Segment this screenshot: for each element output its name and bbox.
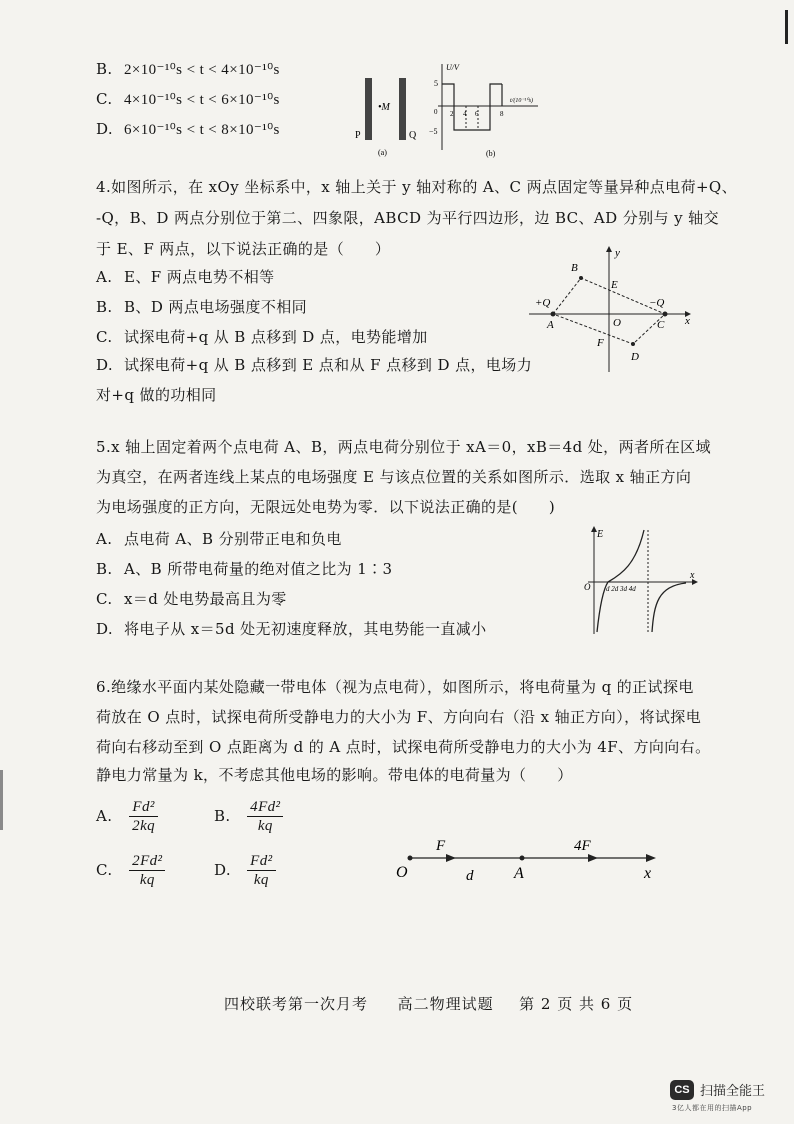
force-4f-arrow <box>588 854 598 862</box>
point-a <box>551 312 556 317</box>
y-label: y <box>615 247 620 259</box>
q4-stem-line-3: 于 E、F 两点，以下说法正确的是（ ） <box>96 240 391 258</box>
option-text: 4×10⁻¹⁰s < t < 6×10⁻¹⁰s <box>124 92 280 108</box>
figure-6-force-axis <box>390 832 680 888</box>
camscanner-tagline: 3亿人都在用的扫描App <box>672 1104 753 1112</box>
option-label: C. <box>96 90 113 108</box>
label-d: d <box>466 868 474 884</box>
label-4f: 4F <box>574 838 591 854</box>
fraction <box>129 798 158 835</box>
q5-stem-line-3: 为电场强度的正方向，无限远处电势为零．以下说法正确的是( ) <box>96 498 556 516</box>
footer <box>224 993 633 1014</box>
camscanner-watermark <box>670 1076 780 1116</box>
q4-stem-line-1: 4.如图所示，在 xOy 坐标系中，x 轴上关于 y 轴对称的 A、C 两点固定等量异种点电荷+Q、 <box>96 178 738 196</box>
origin-label: O <box>584 582 591 592</box>
label-b: B <box>571 262 578 274</box>
option-text: 6×10⁻¹⁰s < t < 8×10⁻¹⁰s <box>124 122 280 138</box>
option-label: B. <box>96 560 113 578</box>
plate-q <box>399 78 406 140</box>
scan-edge-smudge <box>0 770 3 830</box>
curve-right <box>652 583 686 632</box>
force-f-arrow <box>446 854 456 862</box>
q4-option-b <box>96 296 307 317</box>
q6-option-d <box>214 852 276 889</box>
fraction <box>129 852 165 889</box>
q6-option-b <box>214 798 283 835</box>
x-axis-arrow <box>646 854 656 862</box>
label-c: C <box>657 319 665 331</box>
option-label: B. <box>214 806 231 825</box>
y-axis-arrow <box>606 246 612 252</box>
option-label: A. <box>96 530 113 548</box>
q5-option-c <box>96 588 287 609</box>
q6-stem-line-2: 荷放在 O 点时，试探电荷所受静电力的大小为 F、方向向右（沿 x 轴正方向），将试探电 <box>96 708 702 726</box>
footer-exam-name: 四校联考第一次月考 <box>224 995 369 1013</box>
y-axis-label: U/V <box>446 63 459 72</box>
label-minus-q: −Q <box>649 297 665 309</box>
q5-stem-line-2: 为真空，在两者连线上某点的电场强度 E 与该点位置的关系如图所示．选取 x 轴正方向 <box>96 468 692 486</box>
denominator: 2kq <box>132 818 156 834</box>
denominator: kq <box>253 872 269 888</box>
option-text: E、F 两点电势不相等 <box>124 268 275 286</box>
footer-page-number: 第 2 页 共 6 页 <box>519 995 634 1013</box>
option-text: A、B 所带电荷量的绝对值之比为 1∶3 <box>124 560 393 578</box>
q6-stem-line-1: 6.绝缘水平面内某处隐藏一带电体（视为点电荷），如图所示，将电荷量为 q 的正试探电 <box>96 678 694 696</box>
option-text: B、D 两点电场强度不相同 <box>124 298 308 316</box>
option-text: 将电子从 x＝5d 处无初速度释放，其电势能一直减小 <box>124 620 487 638</box>
q4-option-d-continued: 对+q 做的功相同 <box>96 386 217 404</box>
label-q: Q <box>409 130 417 141</box>
label-x: x <box>644 865 652 882</box>
tick-plus5: 5 <box>434 79 438 88</box>
option-label: B. <box>96 60 113 78</box>
caption-b: (b) <box>486 149 496 158</box>
q6-stem-line-4: 静电力常量为 k，不考虑其他电场的影响。带电体的电荷量为（ ） <box>96 766 573 784</box>
tick-labels: d 2d 3d 4d <box>606 585 636 593</box>
caption-a: (a) <box>378 148 387 157</box>
tick-minus5: −5 <box>429 127 438 136</box>
label-m: •M <box>378 102 390 113</box>
x-label: x <box>690 570 695 581</box>
label-e: E <box>611 279 618 291</box>
option-label: D. <box>96 120 114 138</box>
point-d <box>631 342 635 346</box>
option-label: C. <box>96 590 113 608</box>
option-text: x＝d 处电势最高且为零 <box>124 590 287 608</box>
label-o: O <box>613 317 621 329</box>
q3-option-c <box>96 90 280 109</box>
point-b <box>579 276 583 280</box>
scan-edge-mark <box>785 10 788 44</box>
camscanner-app-name: 扫描全能王 <box>700 1084 766 1099</box>
tick-6: 6 <box>475 110 479 118</box>
figure-4-coordinate-diagram <box>525 244 695 376</box>
numerator: Fd² <box>129 798 157 817</box>
camscanner-logo-icon: CS <box>670 1080 694 1100</box>
option-label: A. <box>96 268 113 286</box>
option-label: D. <box>214 860 232 879</box>
plate-p <box>365 78 372 140</box>
q4-option-c <box>96 326 428 347</box>
fraction <box>247 852 275 889</box>
option-text: 点电荷 A、B 分别带正电和负电 <box>124 530 342 548</box>
point-a <box>520 856 525 861</box>
q5-option-a <box>96 528 342 549</box>
option-text: 试探电荷+q 从 B 点移到 E 点和从 F 点移到 D 点，电场力 <box>124 356 533 374</box>
q3-option-b <box>96 60 280 79</box>
q5-option-d <box>96 618 487 639</box>
option-text: 2×10⁻¹⁰s < t < 4×10⁻¹⁰s <box>124 62 280 78</box>
numerator: 2Fd² <box>129 852 165 871</box>
q4-option-a <box>96 266 275 287</box>
origin-label: 0 <box>434 108 438 116</box>
numerator: 4Fd² <box>247 798 283 817</box>
option-text: 试探电荷+q 从 B 点移到 D 点，电势能增加 <box>124 328 428 346</box>
denominator: kq <box>257 818 273 834</box>
label-plus-q: +Q <box>535 297 551 309</box>
x-axis-label: t/(10⁻¹⁰s) <box>510 98 534 104</box>
figure-5-field-graph <box>582 524 700 642</box>
label-f: F <box>597 337 604 349</box>
tick-2: 2 <box>450 110 454 118</box>
q6-option-a <box>96 798 158 835</box>
figure-3a-plates <box>350 70 430 160</box>
waveform-solid <box>442 84 502 130</box>
tick-4: 4 <box>463 110 467 118</box>
label-p: P <box>355 130 361 141</box>
tick-8: 8 <box>500 110 504 118</box>
q5-stem-line-1: 5.x 轴上固定着两个点电荷 A、B，两点电荷分别位于 xA＝0，xB＝4d 处，两者所在区域 <box>96 438 711 456</box>
q6-option-c <box>96 852 165 889</box>
label-f: F <box>436 838 446 854</box>
label-a: A <box>514 865 524 882</box>
label-d: D <box>631 351 639 363</box>
q4-stem-line-2: -Q，B、D 两点分别位于第二、四象限，ABCD 为平行四边形，边 BC、AD 分别与 y 轴交 <box>96 209 719 227</box>
point-c <box>663 312 668 317</box>
option-label: A. <box>96 806 113 825</box>
label-o: O <box>396 864 408 881</box>
option-label: D. <box>96 356 114 374</box>
figure-3b-voltage-graph <box>428 58 548 158</box>
q3-option-d <box>96 120 280 139</box>
q4-option-d <box>96 354 532 375</box>
option-label: C. <box>96 860 113 879</box>
label-a: A <box>547 319 554 331</box>
numerator: Fd² <box>247 852 275 871</box>
e-label: E <box>597 529 604 540</box>
footer-subject: 高二物理试题 <box>397 995 494 1013</box>
q5-option-b <box>96 558 392 579</box>
denominator: kq <box>139 872 155 888</box>
curve-left <box>597 530 644 632</box>
x-label: x <box>685 315 690 327</box>
q6-stem-line-3: 荷向右移动至到 O 点距离为 d 的 A 点时，试探电荷所受静电力的大小为 4F、方向向右。 <box>96 738 711 756</box>
option-label: B. <box>96 298 113 316</box>
option-label: C. <box>96 328 113 346</box>
option-label: D. <box>96 620 114 638</box>
point-o <box>408 856 413 861</box>
fraction <box>247 798 283 835</box>
